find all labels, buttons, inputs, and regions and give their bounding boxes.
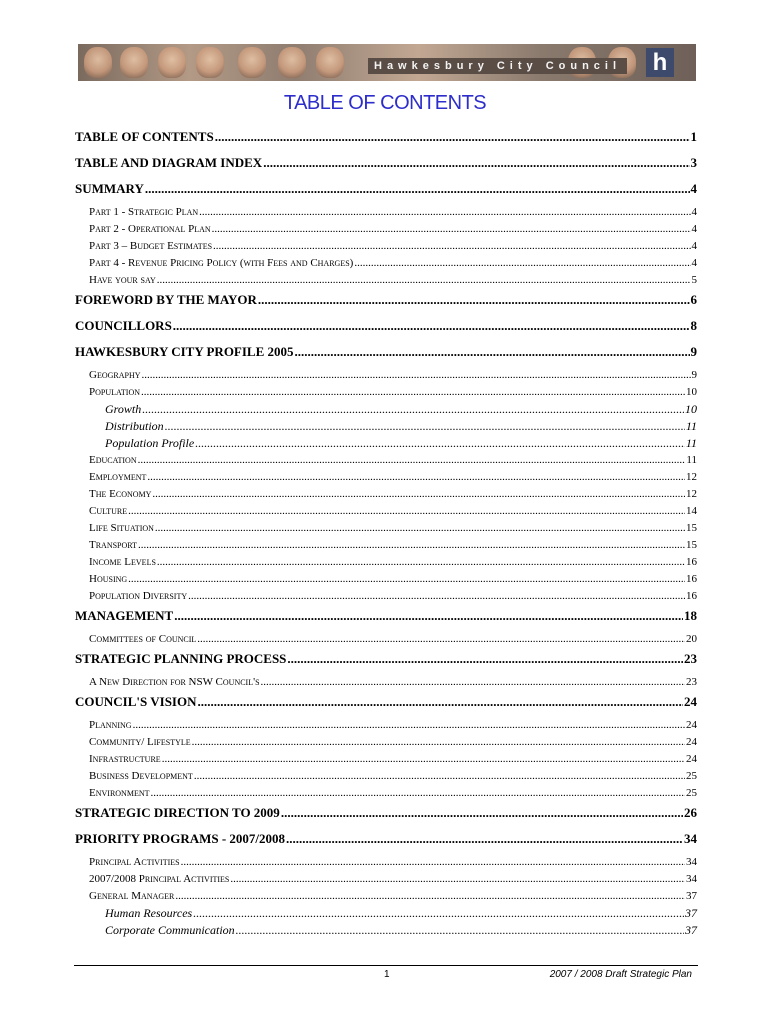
dot-leader: [198, 693, 684, 711]
toc-section-entry[interactable]: [75, 888, 697, 905]
toc-entry-page-number: 10: [686, 386, 697, 398]
toc-entry-page-number: 24: [686, 736, 697, 748]
toc-heading-entry[interactable]: [75, 317, 697, 341]
toc-entry-label: Part 2 - Operational Plan: [89, 223, 211, 235]
dot-leader: [286, 830, 683, 848]
toc-entry-page-number: 16: [686, 556, 697, 568]
toc-entry-page-number: 12: [686, 471, 697, 483]
toc-entry-label: Transport: [89, 539, 138, 551]
dot-leader: [142, 401, 684, 418]
dot-leader: [175, 888, 685, 905]
toc-entry-label: Community/ Lifestyle: [89, 736, 191, 748]
dot-leader: [263, 154, 689, 172]
toc-entry-label: TABLE AND DIAGRAM INDEX: [75, 155, 263, 170]
toc-section-entry[interactable]: [75, 871, 697, 888]
toc-entry-label: Employment: [89, 471, 147, 483]
dot-leader: [141, 384, 685, 401]
toc-section-entry[interactable]: [75, 520, 697, 537]
header-banner: [78, 44, 696, 81]
toc-entry-label: 2007/2008 Principal Activities: [89, 873, 230, 885]
dot-leader: [287, 650, 683, 668]
toc-entry-label: General Manager: [89, 890, 175, 902]
toc-section-entry[interactable]: [75, 768, 697, 785]
toc-entry-label: Population: [89, 386, 141, 398]
dot-leader: [138, 452, 686, 469]
dot-leader: [147, 469, 685, 486]
dot-leader: [174, 607, 683, 625]
dot-leader: [236, 922, 684, 939]
toc-entry-label: TABLE OF CONTENTS: [75, 129, 214, 144]
dot-leader: [142, 367, 691, 384]
toc-entry-label: PRIORITY PROGRAMS - 2007/2008: [75, 831, 286, 846]
dot-leader: [152, 486, 685, 503]
toc-entry-page-number: 4: [691, 206, 697, 218]
table-of-contents: [75, 126, 697, 939]
council-logo-icon: h: [646, 48, 674, 77]
toc-entry-page-number: 1: [690, 129, 697, 144]
toc-subsection-entry[interactable]: [75, 418, 697, 435]
toc-entry-page-number: 9: [690, 344, 697, 359]
dot-leader: [197, 631, 685, 648]
toc-section-entry[interactable]: [75, 469, 697, 486]
toc-entry-page-number: 3: [690, 155, 697, 170]
toc-entry-page-number: 20: [686, 633, 697, 645]
toc-heading-entry[interactable]: [75, 804, 697, 828]
toc-entry-label: Education: [89, 454, 137, 466]
portrait-photo: [316, 47, 344, 78]
dot-leader: [215, 128, 690, 146]
toc-entry-label: Principal Activities: [89, 856, 180, 868]
toc-entry-label: Committees of Council: [89, 633, 197, 645]
toc-entry-page-number: 16: [686, 590, 697, 602]
toc-entry-page-number: 26: [684, 805, 697, 820]
toc-section-entry[interactable]: [75, 367, 697, 384]
toc-subsection-entry[interactable]: [75, 435, 697, 452]
toc-entry-label: Infrastructure: [89, 753, 161, 765]
toc-section-entry[interactable]: [75, 571, 697, 588]
dot-leader: [188, 588, 685, 605]
toc-entry-page-number: 25: [686, 787, 697, 799]
portrait-photo: [278, 47, 306, 78]
toc-entry-page-number: 10: [685, 402, 697, 416]
toc-entry-page-number: 15: [686, 522, 697, 534]
toc-entry-page-number: 37: [685, 923, 697, 937]
toc-entry-label: Population Diversity: [89, 590, 188, 602]
toc-section-entry[interactable]: [75, 631, 697, 648]
toc-entry-label: Part 4 - Revenue Pricing Policy (with Fees and Charges): [89, 257, 354, 269]
toc-entry-page-number: 23: [684, 651, 697, 666]
footer-divider: [74, 965, 698, 966]
dot-leader: [165, 418, 685, 435]
toc-heading-entry[interactable]: [75, 607, 697, 631]
toc-entry-page-number: 37: [686, 890, 697, 902]
dot-leader: [194, 768, 685, 785]
toc-entry-page-number: 6: [690, 292, 697, 307]
toc-entry-page-number: 15: [686, 539, 697, 551]
toc-entry-label: Culture: [89, 505, 128, 517]
portrait-photo: [158, 47, 186, 78]
toc-subsection-entry[interactable]: [75, 401, 697, 418]
dot-leader: [354, 255, 690, 272]
toc-section-entry[interactable]: [75, 204, 697, 221]
toc-entry-label: STRATEGIC PLANNING PROCESS: [75, 651, 287, 666]
dot-leader: [195, 435, 685, 452]
toc-entry-label: Environment: [89, 787, 150, 799]
toc-heading-entry[interactable]: [75, 343, 697, 367]
toc-section-entry[interactable]: [75, 272, 697, 289]
dot-leader: [133, 717, 685, 734]
dot-leader: [199, 204, 690, 221]
footer-page-number: 1: [384, 969, 390, 980]
toc-entry-label: SUMMARY: [75, 181, 144, 196]
toc-subsection-entry[interactable]: [75, 905, 697, 922]
dot-leader: [157, 272, 691, 289]
toc-section-entry[interactable]: [75, 554, 697, 571]
toc-entry-label: Planning: [89, 719, 132, 731]
toc-entry-page-number: 8: [690, 318, 697, 333]
dot-leader: [162, 751, 685, 768]
toc-entry-label: Growth: [105, 402, 142, 416]
toc-entry-page-number: 37: [685, 906, 697, 920]
toc-section-entry[interactable]: [75, 674, 697, 691]
toc-entry-label: Part 1 - Strategic Plan: [89, 206, 199, 218]
toc-heading-entry[interactable]: [75, 128, 697, 152]
toc-entry-page-number: 25: [686, 770, 697, 782]
toc-entry-page-number: 24: [686, 719, 697, 731]
toc-entry-label: Population Profile: [105, 436, 195, 450]
toc-entry-page-number: 4: [690, 181, 697, 196]
toc-heading-entry[interactable]: [75, 180, 697, 204]
toc-entry-page-number: 4: [691, 257, 697, 269]
dot-leader: [151, 785, 686, 802]
toc-entry-label: Business Development: [89, 770, 193, 782]
dot-leader: [145, 180, 690, 198]
toc-section-entry[interactable]: [75, 785, 697, 802]
toc-entry-page-number: 14: [686, 505, 697, 517]
footer-document-title: 2007 / 2008 Draft Strategic Plan: [549, 969, 692, 980]
portrait-photo: [196, 47, 224, 78]
dot-leader: [213, 238, 690, 255]
dot-leader: [138, 537, 685, 554]
toc-entry-page-number: 4: [691, 223, 697, 235]
dot-leader: [155, 520, 685, 537]
toc-entry-label: Geography: [89, 369, 141, 381]
toc-entry-page-number: 5: [691, 274, 697, 286]
toc-entry-label: HAWKESBURY CITY PROFILE 2005: [75, 344, 294, 359]
dot-leader: [128, 503, 685, 520]
toc-entry-label: Corporate Communication: [105, 923, 235, 937]
toc-section-entry[interactable]: [75, 238, 697, 255]
toc-entry-page-number: 18: [684, 608, 697, 623]
toc-entry-label: COUNCILLORS: [75, 318, 172, 333]
banner-title: Hawkesbury City Council: [368, 58, 627, 74]
toc-entry-label: Part 3 – Budget Estimates: [89, 240, 213, 252]
toc-entry-page-number: 11: [685, 436, 697, 450]
toc-entry-label: COUNCIL'S VISION: [75, 694, 197, 709]
toc-heading-entry[interactable]: [75, 830, 697, 854]
toc-entry-label: Have your say: [89, 274, 156, 286]
toc-section-entry[interactable]: [75, 384, 697, 401]
toc-section-entry[interactable]: [75, 734, 697, 751]
toc-entry-page-number: 11: [686, 454, 697, 466]
toc-entry-label: FOREWORD BY THE MAYOR: [75, 292, 257, 307]
toc-section-entry[interactable]: [75, 537, 697, 554]
dot-leader: [157, 554, 685, 571]
toc-entry-page-number: 11: [685, 419, 697, 433]
dot-leader: [173, 317, 690, 335]
toc-entry-page-number: 34: [684, 831, 697, 846]
toc-section-entry[interactable]: [75, 486, 697, 503]
dot-leader: [281, 804, 683, 822]
toc-entry-label: Income Levels: [89, 556, 156, 568]
toc-entry-page-number: 16: [686, 573, 697, 585]
toc-section-entry[interactable]: [75, 503, 697, 520]
toc-entry-page-number: 34: [686, 856, 697, 868]
toc-entry-label: Life Situation: [89, 522, 154, 534]
toc-heading-entry[interactable]: [75, 291, 697, 315]
toc-section-entry[interactable]: [75, 588, 697, 605]
dot-leader: [261, 674, 685, 691]
toc-entry-label: STRATEGIC DIRECTION TO 2009: [75, 805, 280, 820]
portrait-photo: [238, 47, 266, 78]
toc-subsection-entry[interactable]: [75, 922, 697, 939]
dot-leader: [193, 905, 684, 922]
toc-entry-page-number: 4: [691, 240, 697, 252]
toc-heading-entry[interactable]: [75, 650, 697, 674]
portrait-photo: [120, 47, 148, 78]
toc-heading-entry[interactable]: [75, 693, 697, 717]
dot-leader: [212, 221, 691, 238]
toc-entry-label: The Economy: [89, 488, 152, 500]
page-title: TABLE OF CONTENTS: [283, 92, 487, 114]
toc-entry-label: A New Direction for NSW Council's: [89, 676, 260, 688]
toc-entry-page-number: 23: [686, 676, 697, 688]
toc-section-entry[interactable]: [75, 221, 697, 238]
toc-entry-label: Distribution: [105, 419, 164, 433]
dot-leader: [230, 871, 685, 888]
toc-entry-page-number: 9: [691, 369, 697, 381]
toc-entry-label: MANAGEMENT: [75, 608, 174, 623]
dot-leader: [128, 571, 685, 588]
toc-section-entry[interactable]: [75, 854, 697, 871]
toc-entry-page-number: 24: [684, 694, 697, 709]
toc-section-entry[interactable]: [75, 452, 697, 469]
toc-entry-label: Human Resources: [105, 906, 193, 920]
toc-entry-page-number: 34: [686, 873, 697, 885]
dot-leader: [258, 291, 690, 309]
toc-entry-page-number: 12: [686, 488, 697, 500]
dot-leader: [181, 854, 685, 871]
toc-heading-entry[interactable]: [75, 154, 697, 178]
portrait-photo: [84, 47, 112, 78]
toc-entry-label: Housing: [89, 573, 128, 585]
toc-section-entry[interactable]: [75, 717, 697, 734]
toc-section-entry[interactable]: [75, 255, 697, 272]
toc-section-entry[interactable]: [75, 751, 697, 768]
toc-entry-page-number: 24: [686, 753, 697, 765]
dot-leader: [192, 734, 685, 751]
dot-leader: [295, 343, 690, 361]
